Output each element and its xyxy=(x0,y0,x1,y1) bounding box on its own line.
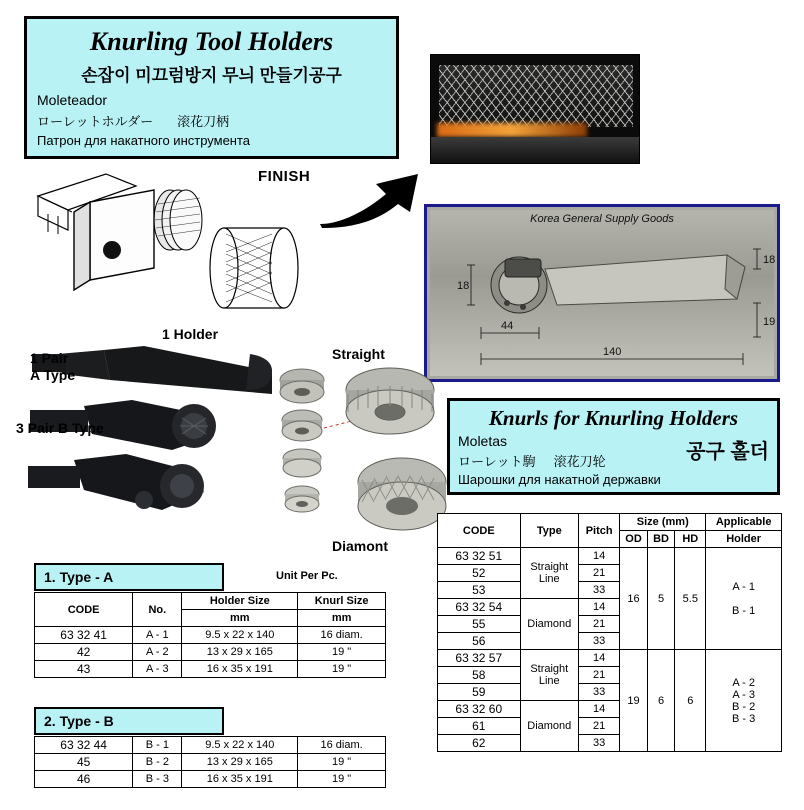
cell-holder-size: 9.5 x 22 x 140 xyxy=(182,627,298,644)
cell-code: 52 xyxy=(438,565,521,582)
cell-code: 45 xyxy=(35,754,133,771)
cell-knurl-size: 19 " xyxy=(298,644,386,661)
cell-knurl-size: 19 " xyxy=(298,661,386,678)
cell-od: 19 xyxy=(620,650,648,752)
title-korean: 손잡이 미끄럼방지 무늬 만들기공구 xyxy=(81,66,342,85)
header-type: Type xyxy=(520,514,578,548)
small-knurl-wheels xyxy=(280,369,324,512)
cell-knurl-size: 16 diam. xyxy=(298,627,386,644)
table-header-row xyxy=(35,593,386,610)
cell-no: A - 1 xyxy=(133,627,182,644)
cell-holder-line4: B - 3 xyxy=(732,712,756,725)
header-pitch: Pitch xyxy=(579,514,620,548)
holder-photo-drawing xyxy=(427,207,777,379)
table-row xyxy=(35,737,386,754)
table-row xyxy=(438,548,782,565)
knurl-pattern-texture xyxy=(439,65,633,127)
pair-a-line2: A Type xyxy=(30,367,76,383)
cell-type-line2: Line xyxy=(538,573,560,585)
cell-type-line2: Line xyxy=(538,675,560,687)
header-code: CODE xyxy=(438,514,521,548)
table-row xyxy=(35,754,386,771)
knurl-wheel-stack xyxy=(154,190,202,250)
cell-pitch: 14 xyxy=(579,599,620,616)
cell-holder-size: 9.5 x 22 x 140 xyxy=(182,737,298,754)
type-a-table xyxy=(34,592,386,678)
title-japanese: ローレットホルダー xyxy=(37,114,154,129)
cell-pitch: 21 xyxy=(579,718,620,735)
cell-code: 59 xyxy=(438,684,521,701)
knurls-banner xyxy=(447,398,780,495)
cell-holder xyxy=(706,548,782,650)
dim-44: 44 xyxy=(501,320,514,332)
cell-knurl-size: 19 " xyxy=(298,771,386,788)
cell-code: 63 32 60 xyxy=(438,701,521,718)
cell-code: 56 xyxy=(438,633,521,650)
header-bd: BD xyxy=(647,531,675,548)
cell-code: 43 xyxy=(35,661,133,678)
header-holder-size: Holder Size xyxy=(182,593,298,610)
pair-b-label: 3 Pair B Type xyxy=(16,420,104,436)
type-b-table xyxy=(34,736,386,788)
knurls-russian: Шарошки для накатной державки xyxy=(458,472,661,487)
header-applicable: Applicable xyxy=(706,514,782,531)
cell-type: Diamond xyxy=(520,599,578,650)
header-knurl-size-unit: mm xyxy=(298,610,386,627)
header-no: No. xyxy=(133,593,182,627)
cell-no: B - 1 xyxy=(133,737,182,754)
cell-holder-size: 16 x 35 x 191 xyxy=(182,771,298,788)
hot-glow-highlight xyxy=(437,123,587,137)
table-row xyxy=(438,650,782,667)
cell-pitch: 14 xyxy=(579,548,620,565)
page-title: Knurling Tool Holders xyxy=(89,27,334,56)
table-row xyxy=(35,771,386,788)
cell-code: 58 xyxy=(438,667,521,684)
dim-19-right: 19 xyxy=(763,316,776,328)
workpiece-cylinder xyxy=(210,228,298,308)
cell-code: 63 32 41 xyxy=(35,627,133,644)
cell-type: Diamond xyxy=(520,701,578,752)
cell-code: 63 32 44 xyxy=(35,737,133,754)
knurls-chinese: 滚花刀轮 xyxy=(553,454,606,469)
knurled-surface-photo xyxy=(430,54,640,164)
cell-hd: 5.5 xyxy=(675,548,706,650)
cell-type-line1: Straight xyxy=(530,561,569,573)
cell-pitch: 21 xyxy=(579,565,620,582)
straight-knurl-wheel xyxy=(340,360,440,440)
cell-holder-line1: A - 1 xyxy=(732,580,755,593)
header-size: Size (mm) xyxy=(620,514,706,531)
cell-code: 42 xyxy=(35,644,133,661)
cell-code: 63 32 54 xyxy=(438,599,521,616)
cell-knurl-size: 19 " xyxy=(298,754,386,771)
cell-pitch: 21 xyxy=(579,667,620,684)
photo-base-shadow xyxy=(431,137,640,164)
header-code: CODE xyxy=(35,593,133,627)
header-holder-size-unit: mm xyxy=(182,610,298,627)
holder-body xyxy=(74,190,154,290)
title-japanese-chinese xyxy=(37,111,396,130)
title-russian: Патрон для накатного инструмента xyxy=(37,133,251,148)
pair-a-label xyxy=(30,350,75,384)
table-row xyxy=(35,627,386,644)
cell-code: 63 32 57 xyxy=(438,650,521,667)
header-holder: Holder xyxy=(706,531,782,548)
table-header-row xyxy=(438,514,782,531)
header-od: OD xyxy=(620,531,648,548)
cell-pitch: 33 xyxy=(579,582,620,599)
cell-no: B - 2 xyxy=(133,754,182,771)
cell-code: 62 xyxy=(438,735,521,752)
cell-no: A - 2 xyxy=(133,644,182,661)
cell-no: A - 3 xyxy=(133,661,182,678)
cell-bd: 5 xyxy=(647,548,675,650)
straight-knurl-label: Straight xyxy=(332,346,385,362)
cell-bd: 6 xyxy=(647,650,675,752)
cell-holder-line1: A - 2 xyxy=(732,676,755,689)
cell-code: 55 xyxy=(438,616,521,633)
cell-no: B - 3 xyxy=(133,771,182,788)
cell-pitch: 21 xyxy=(579,616,620,633)
cell-code: 46 xyxy=(35,771,133,788)
cell-code: 53 xyxy=(438,582,521,599)
holder-caption: 1 Holder xyxy=(162,326,219,342)
korea-caption: Korea General Supply Goods xyxy=(530,213,674,225)
cell-code: 61 xyxy=(438,718,521,735)
cell-type xyxy=(520,650,578,701)
cell-holder-size: 13 x 29 x 165 xyxy=(182,644,298,661)
pair-a-line1: 1 Pair xyxy=(30,350,69,366)
cell-pitch: 14 xyxy=(579,701,620,718)
cell-holder xyxy=(706,650,782,752)
cell-holder-line3: B - 2 xyxy=(732,700,756,713)
cell-knurl-size: 16 diam. xyxy=(298,737,386,754)
cell-holder-size: 16 x 35 x 191 xyxy=(182,661,298,678)
cell-holder-line2: B - 1 xyxy=(732,604,756,617)
finish-label: FINISH xyxy=(258,168,311,185)
type-a-title: 1. Type - A xyxy=(34,563,224,591)
table-row xyxy=(35,644,386,661)
b-type-holder-photo-2 xyxy=(28,454,204,510)
cell-type xyxy=(520,548,578,599)
cell-type-line1: Straight xyxy=(530,663,569,675)
knurling-holder-illustration xyxy=(28,168,358,338)
cell-pitch: 14 xyxy=(579,650,620,667)
table-row xyxy=(35,661,386,678)
type-a-unit-note: Unit Per Pc. xyxy=(276,570,338,582)
korea-supply-photo-box xyxy=(424,204,780,382)
cell-pitch: 33 xyxy=(579,684,620,701)
cell-holder-line2: A - 3 xyxy=(732,688,755,701)
type-b-title: 2. Type - B xyxy=(34,707,224,735)
dim-140: 140 xyxy=(603,346,622,358)
title-chinese: 滚花刀柄 xyxy=(177,114,230,129)
knurls-japanese: ローレット駒 xyxy=(458,454,536,469)
header-knurl-size: Knurl Size xyxy=(298,593,386,610)
header-hd: HD xyxy=(675,531,706,548)
dim-18-left: 18 xyxy=(457,280,470,292)
knurl-spec-table xyxy=(437,513,782,752)
cell-hd: 6 xyxy=(675,650,706,752)
cell-holder-size: 13 x 29 x 165 xyxy=(182,754,298,771)
title-banner xyxy=(24,16,399,159)
knurls-korean: 공구 홀더 xyxy=(686,441,769,463)
cell-pitch: 33 xyxy=(579,735,620,752)
dim-18-right: 18 xyxy=(763,254,776,266)
cell-code: 63 32 51 xyxy=(438,548,521,565)
cell-pitch: 33 xyxy=(579,633,620,650)
knurls-spanish: Moletas xyxy=(458,433,508,449)
diamont-knurl-label: Diamont xyxy=(332,538,388,554)
cell-od: 16 xyxy=(620,548,648,650)
knurls-title: Knurls for Knurling Holders xyxy=(488,406,739,430)
title-spanish: Moleteador xyxy=(37,92,108,108)
